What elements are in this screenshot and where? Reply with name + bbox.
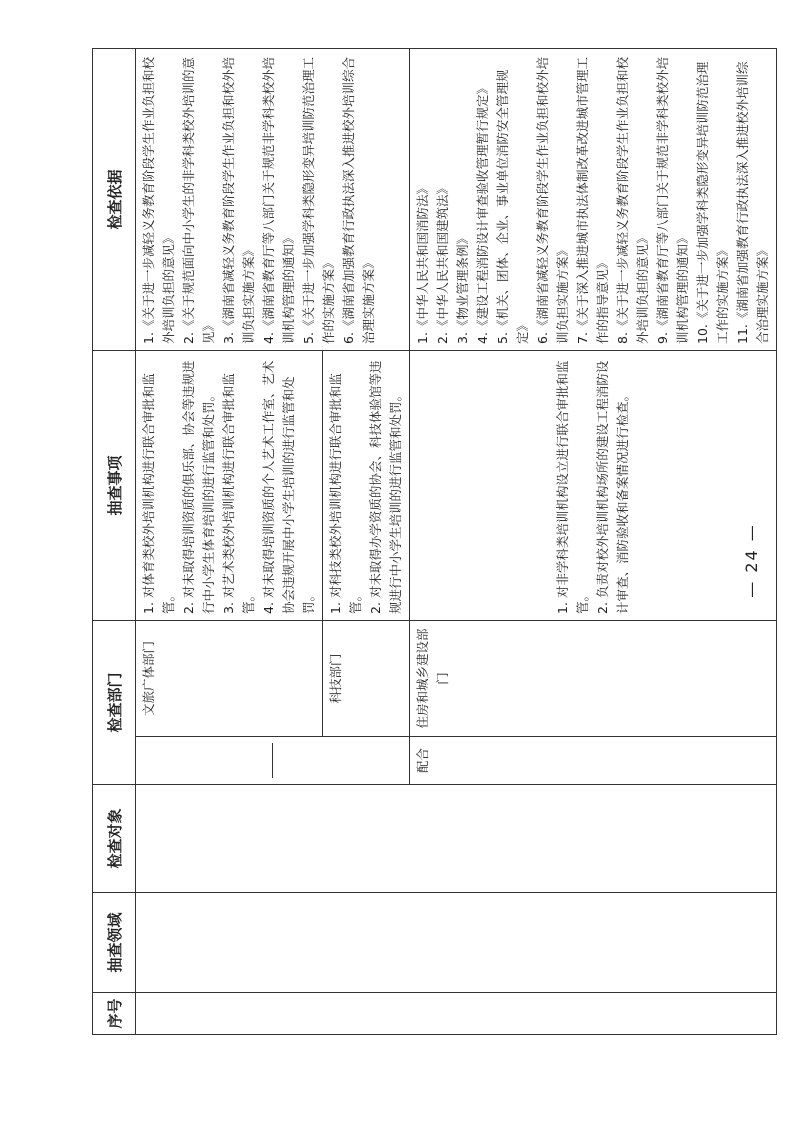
table-row bbox=[136, 48, 323, 1034]
domain-cell bbox=[136, 893, 777, 993]
items-culture-tourism-sports: 1. 对体育类校外培训机构进行联合审批和监管。 2. 对未取得培训资质的俱乐部、协会等违规进行中小学生体育培训的进行监管和处罚。 3. 对艺术类校外培训机构进行联合审批和监管。 4. 对未取得培训资质的个人艺术工作室、艺术协会违规开展中小学生培训的进行监管和处罚。 bbox=[136, 350, 323, 620]
basis-housing-construction: 1.《中华人民共和国消防法》 2.《中华人民共和国建筑法》 3.《物业管理条例》 4.《建设工程消防设计审查验收管理暂行规定》 5.《机关、团体、企业、事业单位消防安全管理规定》 6.《湖南省减轻义务教育阶段学生作业负担和校外培训负担实施方案》 7.《关于深入推进城市执法体制改革改进城市管理工作的指导意见》 8.《关于进一步减轻义务教育阶段学生作业负担和校外培训负担的意见》 9.《湖南省教育厅等八部门关于规范非学科类校外培训机构管理的通知》 10.《关于进一步加强学科类隐形变异培训防范治理工作的实施方案》 11.《湖南省加强教育行政执法深入推进校外培训综合治理实施方案》 bbox=[410, 48, 777, 350]
object-cell bbox=[136, 785, 777, 893]
index-cell bbox=[136, 993, 777, 1035]
table-header-row bbox=[93, 48, 136, 1034]
header-item: 抽查事项 bbox=[93, 350, 136, 620]
dept-culture-tourism-sports: 文旅广体部门 bbox=[136, 620, 323, 736]
basis-culture-science: 1.《关于进一步减轻义务教育阶段学生作业负担和校外培训负担的意见》 2.《关于规范面向中小学生的非学科类校外培训的意见》 3.《湖南省减轻义务教育阶段学生作业负担和校外培训负担实施方案》 4.《湖南省教育厅等八部门关于规范非学科类校外培训机构管理的通知》 5.《关于进一步加强学科类隐形变异培训防范治理工作的实施方案》 6.《湖南省加强教育行政执法深入推进校外培训综合治理实施方案》 bbox=[136, 48, 410, 350]
items-science-technology: 1. 对科技类校外培训机构进行联合审批和监管。 2. 对未取得办学资质的协会、科技体验馆等违规进行中小学生培训的进行监管和处罚。 bbox=[323, 350, 410, 620]
role-cooperate: 配合 bbox=[410, 737, 777, 785]
header-index: 序号 bbox=[93, 993, 136, 1035]
dept-housing-construction: 住房和城乡建设部门 bbox=[410, 620, 777, 736]
role-cell-upper bbox=[136, 737, 410, 785]
dept-science-technology: 科技部门 bbox=[323, 620, 410, 736]
header-object: 检查对象 bbox=[93, 785, 136, 893]
inspection-table bbox=[92, 48, 777, 1035]
header-dept: 检查部门 bbox=[93, 620, 136, 784]
items-housing-construction: 1. 对非学科类培训机构设立进行联合审批和监管。 2. 负责对校外培训机构场所的建设工程消防设计审查、消防验收和备案情况进行检查。 bbox=[410, 350, 777, 620]
header-basis: 检查依据 bbox=[93, 48, 136, 350]
header-domain: 抽查领域 bbox=[93, 893, 136, 993]
page-number: — 24 — bbox=[742, 523, 761, 598]
